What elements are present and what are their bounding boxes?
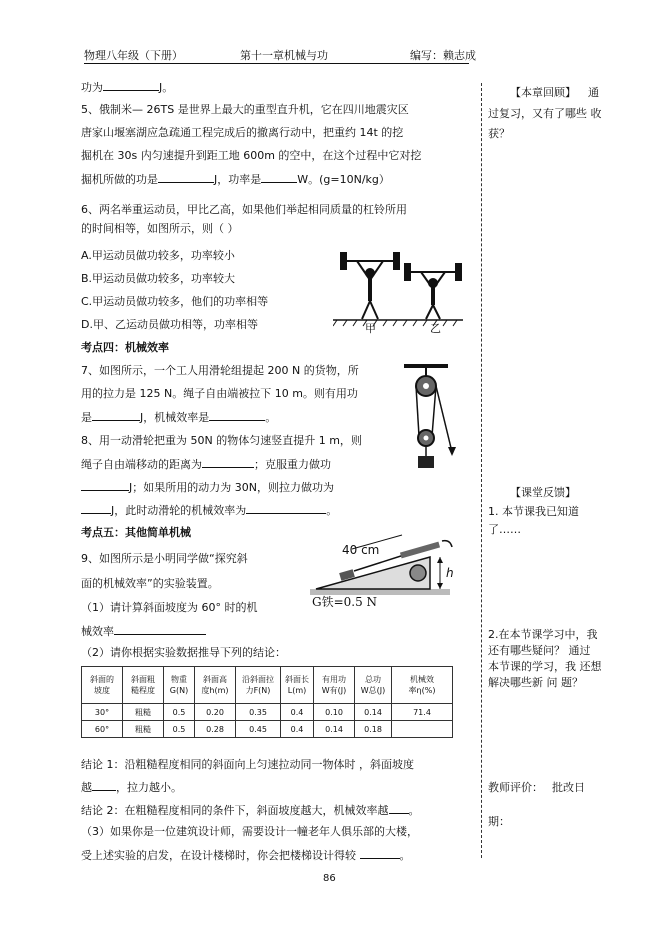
sidebar-review-line: 过复习，又有了哪些 收 [488,107,602,120]
table-header-cell: 物重 G(N) [164,667,195,704]
section-heading-kp4: 考点四：机械效率 [81,341,169,354]
table-header-cell: 斜面高 度h(m) [195,667,236,704]
answer-blank[interactable] [81,503,111,514]
q6-line1: 6、两名举重运动员，甲比乙高，如果他们举起相同质量的杠铃所用 [81,203,407,216]
q7-line3: 是 J，机械效率是 。 [81,411,277,424]
incline-weight-label: G铁=0.5 N [312,595,378,609]
q8-line3: J；如果所用的动力为 30N，则拉力做功为 [81,480,334,494]
table-cell: 0.5 [164,721,195,738]
figure-label-yi: 乙 [430,322,441,335]
q8-line1: 8、用一动滑轮把重为 50N 的物体匀速竖直提升 1 m，则 [81,434,362,447]
answer-blank[interactable] [158,172,214,183]
header-rule [84,63,469,64]
answer-blank[interactable] [103,80,159,91]
q8-line4: J，此时动滑轮的机械效率为 。 [81,503,337,517]
answer-blank[interactable] [389,803,409,814]
q5-line2: 唐家山堰塞湖应急疏通工程完成后的撤离行动中，把重约 14t 的挖 [81,126,404,139]
sidebar-feedback-2: 本节课的学习，我 还想 [488,660,602,673]
sidebar-review-title: 【本章回顾】 [510,86,576,99]
table-cell: 粗糙 [123,721,164,738]
q7-line2: 用的拉力是 125 N。绳子自由端被拉下 10 m。则有用功 [81,387,358,400]
sidebar-review-line: 通 [588,86,599,99]
table-cell: 0.45 [236,721,281,738]
q8-line2: 绳子自由端移动的距离为 ；克服重力做功 [81,458,331,471]
sidebar-teacher-eval: 教师评价： [488,781,543,794]
answer-blank[interactable] [202,457,254,468]
conclusion1-line1: 结论 1：沿粗糙程度相同的斜面向上匀速拉动同一物体时 ，斜面坡度 [81,758,414,771]
q6-option-b[interactable]: B.甲运动员做功较多，功率较大 [81,272,236,285]
q5-line1: 5、俄制米— 26TS 是世界上最大的重型直升机，它在四川地震灾区 [81,103,409,116]
table-cell: 30° [82,704,123,721]
header-chapter: 第十一章机械与功 [240,49,328,62]
figure-label-jia: 甲 [365,322,376,335]
q9-part3-line1: （3）如果你是一位建筑设计师，需要设计一幢老年人俱乐部的大楼， [81,825,418,838]
answer-blank[interactable] [261,172,297,183]
table-header-row [82,667,453,704]
q7-line1: 7、如图所示，一个工人用滑轮组提起 200 N 的货物，所 [81,364,359,377]
q6-option-d[interactable]: D.甲、乙运动员做功相等，功率相等 [81,318,258,331]
answer-blank[interactable] [209,410,265,421]
sidebar-feedback-2: 解决哪些新 问 题？ [488,676,583,689]
table-row [82,721,453,738]
q6-option-a[interactable]: A.甲运动员做功较多，功率较小 [81,249,235,262]
table-cell: 0.20 [195,704,236,721]
sidebar-feedback-title: 【课堂反馈】 [510,486,576,499]
answer-blank[interactable] [360,848,400,859]
table-cell: 0.18 [355,721,392,738]
table-cell: 0.4 [281,704,314,721]
table-cell: 60° [82,721,123,738]
q9-part1a: （1）请计算斜面坡度为 60° 时的机 [81,601,258,614]
table-header-cell: 有用功 W有(J) [314,667,355,704]
experiment-table [81,666,453,738]
table-cell: 0.14 [355,704,392,721]
sidebar-feedback-2: 2.在本节课学习中，我 [488,628,598,641]
q9-part3-line2: 受上述实验的启发，在设计楼梯时，你会把楼梯设计得较 。 [81,849,411,862]
answer-blank[interactable] [81,480,129,491]
q6-option-c[interactable]: C.甲运动员做功较多，他们的功率相等 [81,295,269,308]
pulley-figure [402,364,464,472]
table-cell: 0.10 [314,704,355,721]
answer-blank[interactable] [92,410,140,421]
table-cell-blank[interactable] [392,721,453,738]
table-header-cell: 沿斜面拉 力F(N) [236,667,281,704]
table-header-cell: 斜面的 坡度 [82,667,123,704]
conclusion1-line2: 越 ，拉力越小。 [81,781,182,794]
incline-height-label: h [446,566,454,580]
incline-length-label: 40 cm [342,543,380,557]
q5-line3: 掘机在 30s 内匀速提升到距工地 600m 的空中，在这个过程中它对挖 [81,149,422,162]
header-course: 物理八年级（下册） [84,49,183,62]
answer-blank[interactable] [114,624,206,635]
table-cell: 71.4 [392,704,453,721]
q9-line1: 9、如图所示是小明同学做“探究斜 [81,552,248,565]
sidebar-feedback-2: 还有哪些疑问？ 通过 [488,644,591,657]
q9-part1b: 械效率 [81,624,206,638]
q9-line2: 面的机械效率”的实验装置。 [81,577,219,590]
q5-line4: 掘机所做的功是 J，功率是 W。(g=10N/kg） [81,173,390,186]
table-row [82,704,453,721]
table-header-cell: 机械效 率η(%) [392,667,453,704]
header-author: 编写：赖志成 [410,49,476,62]
sidebar-divider [481,83,482,858]
incline-figure [304,533,468,643]
answer-blank[interactable] [246,503,326,514]
table-header-cell: 斜面长 L(m) [281,667,314,704]
table-cell: 粗糙 [123,704,164,721]
table-header-cell: 斜面粗 糙程度 [123,667,164,704]
page-number: 86 [323,873,336,884]
table-header-cell: 总功 W总(J) [355,667,392,704]
sidebar-review-line: 获？ [488,127,510,140]
section-heading-kp5: 考点五：其他简单机械 [81,526,191,539]
table-cell: 0.14 [314,721,355,738]
answer-blank[interactable] [92,780,116,791]
table-cell: 0.35 [236,704,281,721]
table-cell: 0.5 [164,704,195,721]
q9-part2: （2）请你根据实验数据推导下列的结论： [81,646,286,659]
conclusion2: 结论 2：在粗糙程度相同的条件下，斜面坡度越大，机械效率越 。 [81,804,420,817]
sidebar-date: 批改日 [552,781,585,794]
q4-tail: 功为 J。 [81,81,174,94]
q6-line2: 的时间相等，如图所示，则（ ） [81,222,239,235]
weightlifters-figure [333,246,463,338]
table-cell: 0.4 [281,721,314,738]
sidebar-date-cont: 期： [488,815,510,828]
table-cell: 0.28 [195,721,236,738]
sidebar-feedback-1b: 了…… [488,523,521,536]
sidebar-feedback-1a: 1. 本节课我已知道 [488,505,579,518]
